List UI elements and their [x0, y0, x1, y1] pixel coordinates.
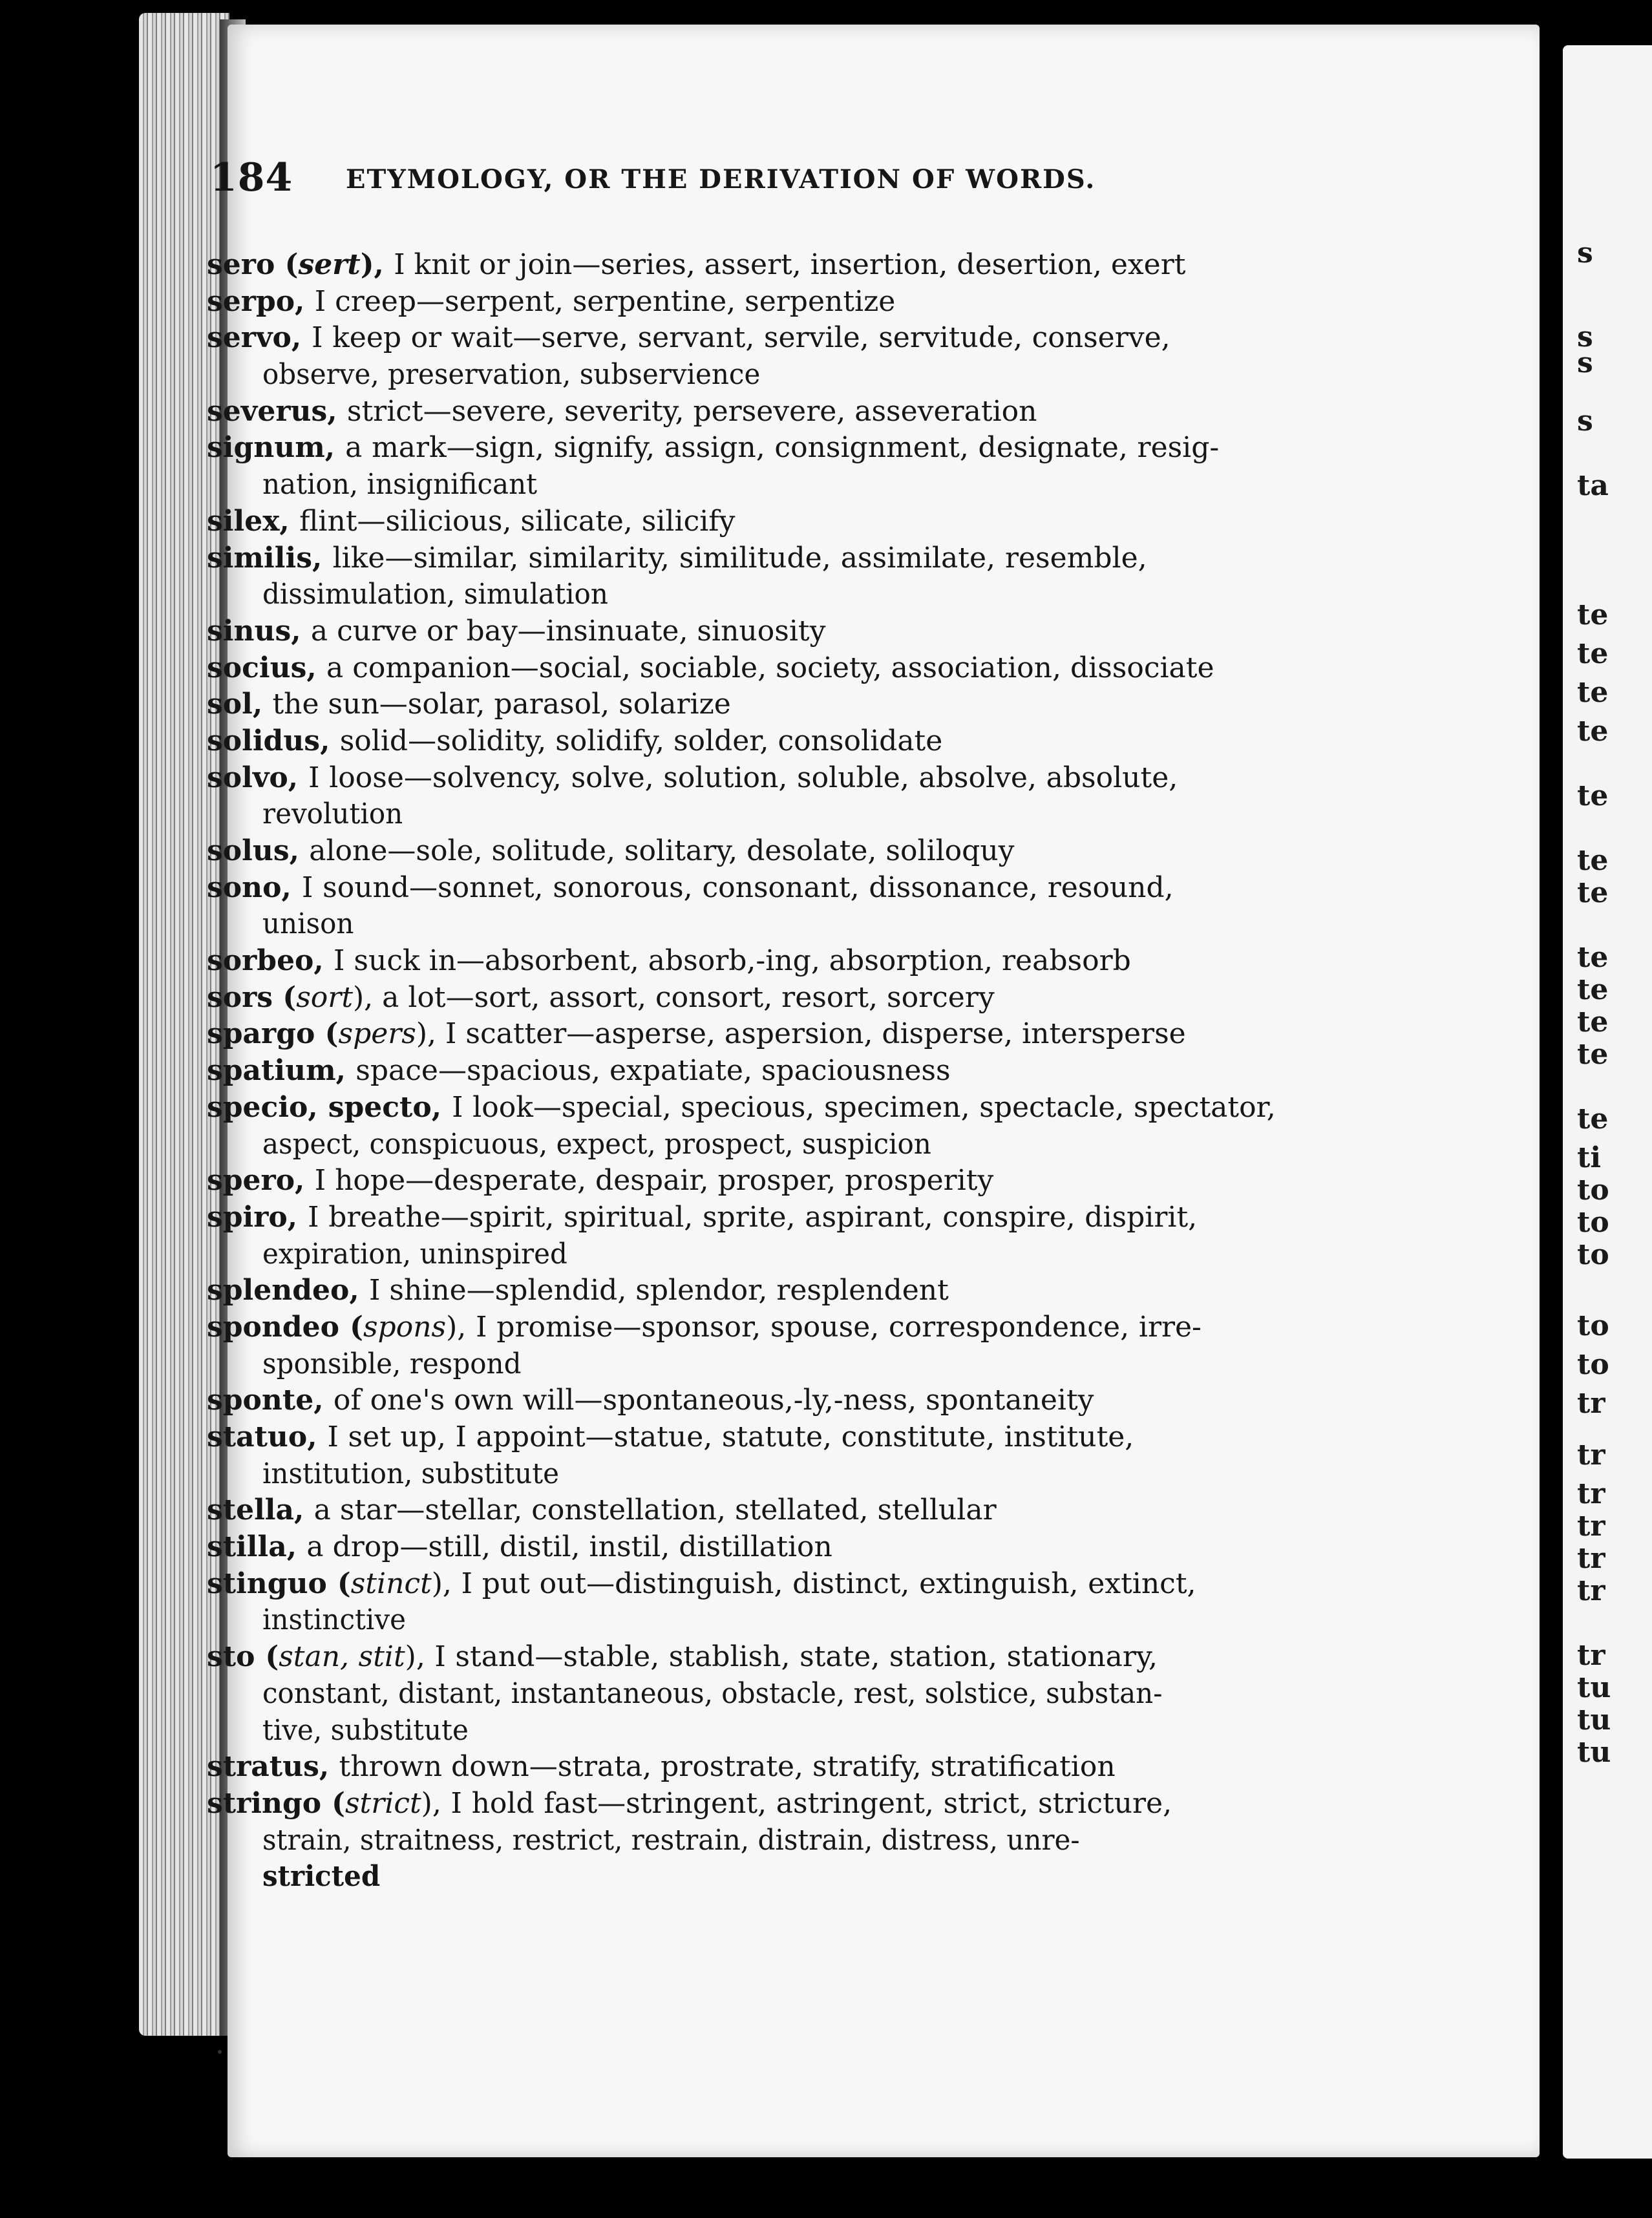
entry-continuation-line — [207, 1676, 1380, 1713]
adjacent-page-text: to — [1577, 1238, 1609, 1271]
adjacent-page-text: s — [1577, 237, 1593, 269]
definition-text: a drop—still, distil, instil, distillation — [306, 1530, 832, 1564]
adjacent-page-text: te — [1577, 1038, 1609, 1071]
headword: ), — [360, 248, 394, 281]
headword: severus, — [207, 394, 347, 428]
definition-text: strict—severe, severity, persevere, asseveration — [346, 394, 1037, 428]
headword: sto ( — [207, 1640, 279, 1674]
ink-speck — [218, 2050, 222, 2054]
entry-continuation-line — [207, 467, 1380, 503]
definition-text: observe, preservation, subservience — [262, 358, 761, 392]
entry-line — [207, 1163, 1435, 1199]
entry-line — [207, 1090, 1435, 1126]
entry — [207, 503, 1435, 540]
entry-line — [207, 503, 1435, 540]
headword: solvo, — [207, 761, 309, 794]
entry-line — [207, 1749, 1435, 1786]
adjacent-page-text: to — [1577, 1309, 1609, 1342]
entry — [207, 833, 1435, 870]
entry-line — [207, 430, 1435, 467]
definition-text: unison — [262, 907, 354, 941]
entry — [207, 1639, 1435, 1749]
entry-line — [207, 1382, 1435, 1419]
entry — [207, 723, 1435, 760]
definition-text: ), I promise—sponsor, spouse, correspondence, irre- — [446, 1310, 1202, 1344]
entry — [207, 1529, 1435, 1566]
entry-line — [207, 870, 1435, 907]
headword: spargo ( — [207, 1017, 339, 1051]
headword: sol, — [207, 688, 273, 721]
page-title: ETYMOLOGY, OR THE DERIVATION OF WORDS. — [346, 164, 1096, 195]
page-number: 184 — [210, 155, 293, 200]
word-form: sort — [296, 980, 354, 1014]
entry — [207, 760, 1435, 833]
headword: sero ( — [207, 248, 299, 281]
entry-line — [207, 284, 1435, 321]
entry — [207, 1309, 1435, 1382]
adjacent-page-text: s — [1577, 321, 1593, 354]
entry-line — [207, 394, 1435, 430]
entry — [207, 1749, 1435, 1786]
headword: serpo, — [207, 284, 315, 318]
headword: servo, — [207, 321, 312, 355]
adjacent-page-text: te — [1577, 876, 1609, 909]
adjacent-page-text: tr — [1577, 1477, 1605, 1510]
headword: splendeo, — [207, 1274, 369, 1307]
headword: stinguo ( — [207, 1567, 351, 1600]
definition-text: flint—silicious, silicate, silicify — [299, 504, 736, 538]
entry — [207, 686, 1435, 723]
entry-line — [207, 1309, 1435, 1346]
headword: solidus, — [207, 724, 340, 757]
adjacent-page-text: te — [1577, 973, 1609, 1006]
adjacent-page-text: ta — [1577, 469, 1609, 502]
definition-text: expiration, uninspired — [262, 1237, 567, 1271]
entry — [207, 284, 1435, 321]
entry-line — [207, 980, 1435, 1017]
entry — [207, 1566, 1435, 1639]
definition-text: dissimulation, simulation — [262, 578, 608, 611]
definition-text: I keep or wait—serve, servant, servile, servitude, conserve, — [312, 321, 1170, 355]
definition-text: solid—solidity, solidify, solder, consolidate — [339, 724, 943, 757]
definition-text: a companion—social, sociable, society, association, dissociate — [326, 651, 1214, 684]
entry — [207, 540, 1435, 613]
headword: stratus, — [207, 1750, 339, 1784]
entry-line — [207, 1199, 1435, 1236]
word-form: spers — [338, 1017, 416, 1051]
entry-line — [207, 1566, 1435, 1603]
adjacent-page-text: te — [1577, 941, 1609, 974]
entry — [207, 1382, 1435, 1419]
entry-continuation-line — [207, 1456, 1380, 1493]
adjacent-page-text: te — [1577, 1103, 1609, 1135]
adjacent-page-text: tr — [1577, 1542, 1605, 1575]
definition-text: revolution — [262, 797, 403, 831]
headword: sono, — [207, 871, 302, 904]
entry-line — [207, 1419, 1435, 1456]
adjacent-page-text: te — [1577, 1006, 1609, 1039]
adjacent-page-text: te — [1577, 844, 1609, 877]
entry — [207, 1419, 1435, 1492]
entry — [207, 1199, 1435, 1273]
entry-continuation-line — [207, 1236, 1380, 1273]
entry-line — [207, 943, 1435, 980]
entry — [207, 650, 1435, 687]
entry-line — [207, 1492, 1435, 1529]
adjacent-page-text: tr — [1577, 1574, 1605, 1607]
definition-text: thrown down—strata, prostrate, stratify, stratification — [339, 1750, 1116, 1784]
headword: specio, specto, — [207, 1090, 452, 1124]
headword: stella, — [207, 1494, 314, 1527]
entry — [207, 1273, 1435, 1309]
word-form: stan, stit — [279, 1640, 405, 1674]
definition-text: I set up, I appoint—statue, statute, constitute, institute, — [327, 1421, 1134, 1453]
adjacent-page-text: te — [1577, 779, 1609, 812]
adjacent-page-text: to — [1577, 1174, 1609, 1207]
headword: spatium, — [207, 1054, 356, 1088]
adjacent-page-text: s — [1577, 346, 1593, 379]
headword: spiro, — [207, 1200, 308, 1234]
definition-text: I breathe—spirit, spiritual, sprite, aspirant, conspire, dispirit, — [308, 1200, 1198, 1234]
definition-text: constant, distant, instantaneous, obstacle, rest, solstice, substan- — [262, 1676, 1163, 1710]
adjacent-page-text: tr — [1577, 1439, 1605, 1472]
definition-text: institution, substitute — [262, 1457, 559, 1490]
definition-text: nation, insignificant — [262, 468, 538, 502]
definition-text: I creep—serpent, serpentine, serpentize — [314, 284, 896, 318]
entry-continuation-line — [207, 796, 1380, 833]
adjacent-page-text: te — [1577, 715, 1609, 748]
definition-text: space—spacious, expatiate, spaciousness — [355, 1054, 951, 1088]
entry-line — [207, 833, 1435, 870]
entry — [207, 1090, 1435, 1163]
entry — [207, 430, 1435, 503]
headword: sorbeo, — [207, 944, 334, 978]
entry-continuation-line — [207, 357, 1380, 394]
definition-text: ), I put out—distinguish, distinct, extinguish, extinct, — [431, 1567, 1196, 1600]
word-form: spons — [363, 1310, 447, 1344]
headword: solus, — [207, 834, 310, 867]
entry — [207, 980, 1435, 1017]
definition-text: of one's own will—spontaneous,-ly,-ness, spontaneity — [333, 1384, 1094, 1417]
entry-line — [207, 540, 1435, 577]
adjacent-page-text: tr — [1577, 1387, 1605, 1420]
running-head — [210, 155, 1322, 207]
entry — [207, 870, 1435, 943]
definition-text: I sound—sonnet, sonorous, consonant, dissonance, resound, — [301, 871, 1174, 904]
definition-text: like—similar, similarity, similitude, assimilate, resemble, — [332, 541, 1147, 575]
headword: socius, — [207, 651, 327, 684]
adjacent-page-text: s — [1577, 405, 1593, 438]
definition-text: the sun—solar, parasol, solarize — [272, 688, 731, 721]
adjacent-page-text: tu — [1577, 1736, 1611, 1769]
entry-continuation-line — [207, 1126, 1380, 1163]
definition-text: I suck in—absorbent, absorb,-ing, absorption, reabsorb — [334, 944, 1131, 978]
adjacent-page-text: te — [1577, 676, 1609, 709]
entry-continuation-line — [207, 906, 1380, 943]
entry-line — [207, 1273, 1435, 1309]
entry-continuation-line — [207, 1822, 1380, 1859]
definition-text: aspect, conspicuous, expect, prospect, suspicion — [262, 1127, 931, 1161]
headword: sponte, — [207, 1384, 334, 1417]
adjacent-page-text: te — [1577, 598, 1609, 631]
definition-text: a curve or bay—insinuate, sinuosity — [310, 614, 826, 648]
headword: stilla, — [207, 1530, 307, 1564]
adjacent-page-text: to — [1577, 1206, 1609, 1239]
headword: similis, — [207, 541, 333, 575]
adjacent-page-text: tr — [1577, 1639, 1605, 1672]
headword: stricted — [262, 1860, 381, 1894]
headword: statuo, — [207, 1421, 328, 1453]
entry-continuation-line — [207, 1713, 1380, 1749]
definition-text: ), a lot—sort, assort, consort, resort, sorcery — [353, 980, 995, 1014]
word-form: strict — [344, 1786, 421, 1820]
headword: sors ( — [207, 980, 297, 1014]
entry-line — [207, 247, 1435, 284]
entry-line — [207, 760, 1435, 797]
adjacent-page-text: tu — [1577, 1704, 1611, 1737]
definition-text: I hope—desperate, despair, prosper, prosperity — [314, 1164, 994, 1198]
definition-text: I shine—splendid, splendor, resplendent — [368, 1274, 949, 1307]
entry — [207, 247, 1435, 284]
entry-line — [207, 613, 1435, 650]
entry-line — [207, 650, 1435, 687]
entry-continuation-line — [207, 1346, 1380, 1383]
entry — [207, 1053, 1435, 1090]
entry-line — [207, 686, 1435, 723]
adjacent-page-text: tr — [1577, 1510, 1605, 1543]
entry — [207, 320, 1435, 393]
headword: silex, — [207, 504, 300, 538]
definition-text: I look—special, specious, specimen, spectacle, spectator, — [452, 1090, 1276, 1124]
entry-line — [207, 1786, 1435, 1822]
entry — [207, 394, 1435, 430]
definition-text: alone—sole, solitude, solitary, desolate, soliloquy — [309, 834, 1015, 867]
adjacent-page-text: to — [1577, 1348, 1609, 1381]
entry — [207, 1492, 1435, 1529]
adjacent-page-fragment — [1563, 45, 1652, 2159]
adjacent-page-text: tu — [1577, 1671, 1611, 1704]
entry — [207, 943, 1435, 980]
definition-text: I loose—solvency, solve, solution, soluble, absolve, absolute, — [308, 761, 1178, 794]
entry — [207, 1163, 1435, 1199]
entry-continuation-line — [207, 1859, 1380, 1896]
entry — [207, 1786, 1435, 1896]
entry-line — [207, 320, 1435, 357]
entry-line — [207, 1016, 1435, 1053]
definition-text: I knit or join—series, assert, insertion, desertion, exert — [394, 248, 1186, 281]
entry-line — [207, 723, 1435, 760]
definition-text: ), I hold fast—stringent, astringent, strict, stricture, — [421, 1786, 1172, 1820]
definition-text: tive, substitute — [262, 1713, 469, 1747]
etymology-entry-list — [207, 247, 1435, 1896]
definition-text: ), I scatter—asperse, aspersion, disperse, intersperse — [416, 1017, 1186, 1051]
entry — [207, 613, 1435, 650]
entry-continuation-line — [207, 576, 1380, 613]
headword: sert — [298, 248, 361, 281]
definition-text: strain, straitness, restrict, restrain, distrain, distress, unre- — [262, 1823, 1080, 1857]
word-form: stinct — [350, 1567, 432, 1600]
definition-text: a mark—sign, signify, assign, consignment, designate, resig- — [345, 431, 1220, 465]
headword: spondeo ( — [207, 1310, 363, 1344]
adjacent-page-text: te — [1577, 637, 1609, 670]
entry-line — [207, 1053, 1435, 1090]
headword: spero, — [207, 1164, 315, 1198]
definition-text: a star—stellar, constellation, stellated, stellular — [313, 1494, 997, 1527]
adjacent-page-text: ti — [1577, 1141, 1602, 1174]
entry-continuation-line — [207, 1602, 1380, 1639]
definition-text: instinctive — [262, 1603, 406, 1637]
definition-text: ), I stand—stable, stablish, state, station, stationary, — [405, 1640, 1158, 1674]
entry — [207, 1016, 1435, 1053]
definition-text: sponsible, respond — [262, 1347, 522, 1380]
headword: signum, — [207, 431, 346, 465]
entry-line — [207, 1639, 1435, 1676]
entry-line — [207, 1529, 1435, 1566]
headword: stringo ( — [207, 1786, 345, 1820]
headword: sinus, — [207, 614, 311, 648]
